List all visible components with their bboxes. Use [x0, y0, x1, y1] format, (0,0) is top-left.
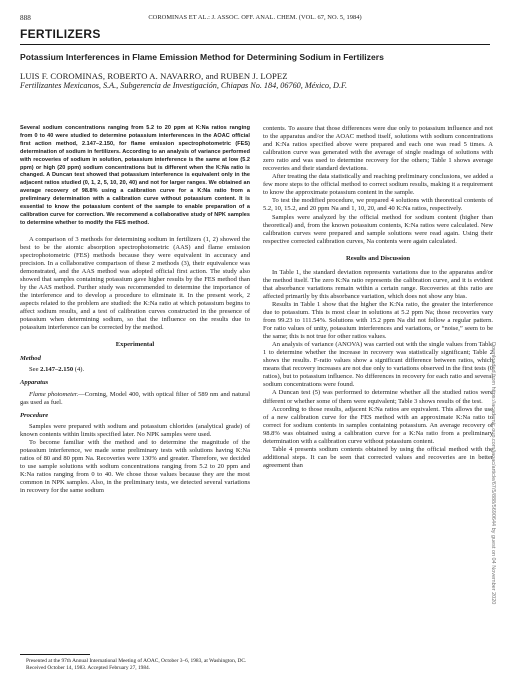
running-head: COROMINAS ET AL.: J. ASSOC. OFF. ANAL. CHEM. (VOL. 67, NO. 5, 1984)	[148, 14, 362, 21]
body-paragraph-1: contents. To assure that those differences were due only to potassium influence and not to the apparatus and/or the AOAC method itself, solutions with sodium concentrations and K:Na ratios specified above were prepared and each one was read 5 times. A calibration curve was generated with the average of single readings of solutions with zero ratio and was used to determine recovery for the others; Table 1 shows average recoveries and their standard deviations.	[263, 125, 493, 173]
results-paragraph-6: Table 4 presents sodium contents obtained by using the official method with the additional steps. It can be seen that corrected values and recoveries are in better agreement than	[263, 445, 493, 469]
footnotes	[20, 658, 250, 671]
abstract-text: Several sodium concentrations ranging from 5.2 to 20 ppm at K:Na ratios ranging from 0 to 40 were studied to determine potassium interferences in the AOAC official first action method, 2.147–2.150, for flame emission spectrophotometric (FES) determination of sodium in fertilizers. According to an analysis of variance performed with recoveries of sodium in solution, potassium interference is the same at low (5.2 ppm) or high (20 ppm) sodium concentrations but is different when the K:Na ratio is changed. A Duncan test showed that potassium interference is equivalent only in the adjacent ratios studied (0, 1, 2, 5, 10, 20, 40) and not for larger ranges. We obtained an average recovery of 98.8% using a calibration curve for a K:Na ratio from a preliminary determination with a calibration curve without potassium content. It is essential to know the potassium content of the sample to enable preparation of a calibration curve for correction. We recommend a collaborative study of NPK samples to determine whether to modify the FES method.	[20, 125, 250, 226]
article-title: Potassium Interferences in Flame Emission Method for Determining Sodium in Fertilizers	[20, 52, 384, 62]
footnote-rule	[20, 654, 90, 655]
footnote-received: Received October 14, 1983. Accepted February 27, 1984.	[26, 664, 151, 671]
right-column	[263, 125, 493, 470]
results-paragraph-3: An analysis of variance (ANOVA) was carried out with the single values from Table 1 to determine whether the increase in recovery was statistically significant; Table 2 shows the results. F-ratio values show a significant difference between ratios, which means that recovery increases are not due only to variations observed in the first tests (0 ratios), but to potassium influence. No differences in recovery for each ratio and several sodium concentrations were found.	[263, 341, 493, 389]
intro-paragraph: A comparison of 3 methods for determining sodium in fertilizers (1, 2) showed the best to be the atomic absorption spectrophotometric (AAS) and flame emission spectrophotometric (FES) methods because they were equivalent in accuracy and precision. In a collaborative comparison of these 2 methods (3), their equivalence was demonstrated, and the AAS method was adopted official first action. The study also showed that samples containing potassium gave higher results by the FES method than by the AAS method. Further study was recommended to determine the importance of the interference and to develop a procedure to eliminate it. In the present work, 2 aspects related to the problem are studied: the K:Na ratio at which potassium begins to affect sodium results, and a test of calibration curves constructed in the presence of potassium when determining sodium, so that the influence on the results due to potassium interference can be corrected by the method.	[20, 235, 250, 332]
affiliation: Fertilizantes Mexicanos, S.A., Subgerencia de Investigación, Chiapas No. 184, 06760, México, D.F.	[20, 81, 347, 90]
experimental-heading: Experimental	[115, 341, 155, 349]
apparatus-text: —Corning, Model 400, with optical filter of 589 nm and natural gas used as fuel.	[20, 390, 250, 406]
results-paragraph-5: According to those results, adjacent K:Na ratios are equivalent. This allows the use of a new calibration curve for the FES method with an approximate K:Na ratio to correct for sodium contents in samples containing potassium. An average recovery of 98.8% was obtained using a calibration curve for a K:Na ratio from a preliminary determination with a calibration curve without potassium content.	[263, 405, 493, 445]
footnote-presented: Presented at the 97th Annual International Meeting of AOAC, October 3–6, 1983, at Washington, DC.	[26, 658, 247, 664]
results-heading: Results and Discussion	[345, 254, 411, 262]
body-paragraph-2: After treating the data statistically and reaching preliminary conclusions, we added a few more steps to the official method to correct sodium results, making it a requirement to know the approximate potassium content in the sample.	[263, 173, 493, 197]
abstract	[20, 125, 250, 228]
apparatus-name: Flame photometer.	[29, 390, 79, 398]
method-reference	[29, 366, 250, 374]
header-rule	[20, 44, 490, 45]
body-paragraph-3: To test the modified procedure, we prepared 4 solutions with theoretical contents of 5.2, 10, 15.2, and 20 ppm Na and 1, 10, 20, and 40 K:Na ratios, respectively.	[263, 197, 493, 213]
author-list: LUIS F. COROMINAS, ROBERTO A. NAVARRO, and RUBEN J. LOPEZ	[20, 71, 288, 81]
procedure-paragraph-1: Samples were prepared with sodium and potassium chlorides (analytical grade) of known contents within limits specified later. No NPK samples were used.	[20, 422, 250, 438]
body-paragraph-4: Samples were analyzed by the official method for sodium content (higher than theoretical) and, from the known potassium contents, K:Na ratios were calculated. New calibration curves were prepared and sample solutions were read again. Using their respective corrected calibration curves, Na contents were again calculated.	[263, 213, 493, 245]
procedure-paragraph-2: To become familiar with the method and to determine the magnitude of the potassium interference, we made some preliminary tests with solutions having K:Na ratios of 80 and 80 ppm Na. Recoveries were 130% and greater. Therefore, we decided to use sample solutions with sodium concentrations ranging from 5.2 to 20 ppm and K:Na ratios ranging from 0 to 40. We chose those values because they are the most common in NPK samples. Also, in the preliminary tests, we detected several variations in recovery for the same sodium	[20, 438, 250, 495]
download-sidebar	[490, 0, 508, 690]
download-notice[interactable]: Downloaded from https://academic.oup.com/jaoac/article/67/5/888/5690644 by guest on 04 November 2020	[490, 342, 496, 605]
apparatus-paragraph	[20, 391, 250, 407]
method-text-suffix: (4).	[73, 366, 85, 374]
page-number: 888	[20, 14, 31, 22]
results-paragraph-2: Results in Table 1 show that the higher the K:Na ratio, the greater the interference due to potassium. This is most clear in solutions at 5.2 ppm Na; those recoveries vary from 99.23 to 111.54%. Solutions with 15.2 ppm Na did not follow a regular pattern. For ratio values of unity, potassium interferences and variations, or “noise,” seem to be the same; this is not true for other ratios values.	[263, 300, 493, 341]
method-ref: 2.147–2.150	[40, 366, 74, 374]
results-paragraph-4: A Duncan test (5) was performed to determine whether all the studied ratios were different or whether some of them were equivalent; Table 3 shows results of the test.	[263, 389, 493, 405]
method-text-prefix: See	[29, 366, 41, 374]
left-column	[20, 125, 250, 495]
section-label: FERTILIZERS	[20, 27, 101, 41]
results-paragraph-1: In Table 1, the standard deviation represents variations due to the apparatus and/or the method itself. The zero K:Na ratio represents the calibration curve, and it is evident that absorbance variations remain within a certain range. Recoveries at this ratio are affected primarily by this absorbance variation, which does not show any bias.	[263, 268, 493, 300]
method-heading: Method	[20, 355, 41, 363]
apparatus-heading: Apparatus	[20, 379, 49, 387]
procedure-heading: Procedure	[20, 411, 49, 419]
